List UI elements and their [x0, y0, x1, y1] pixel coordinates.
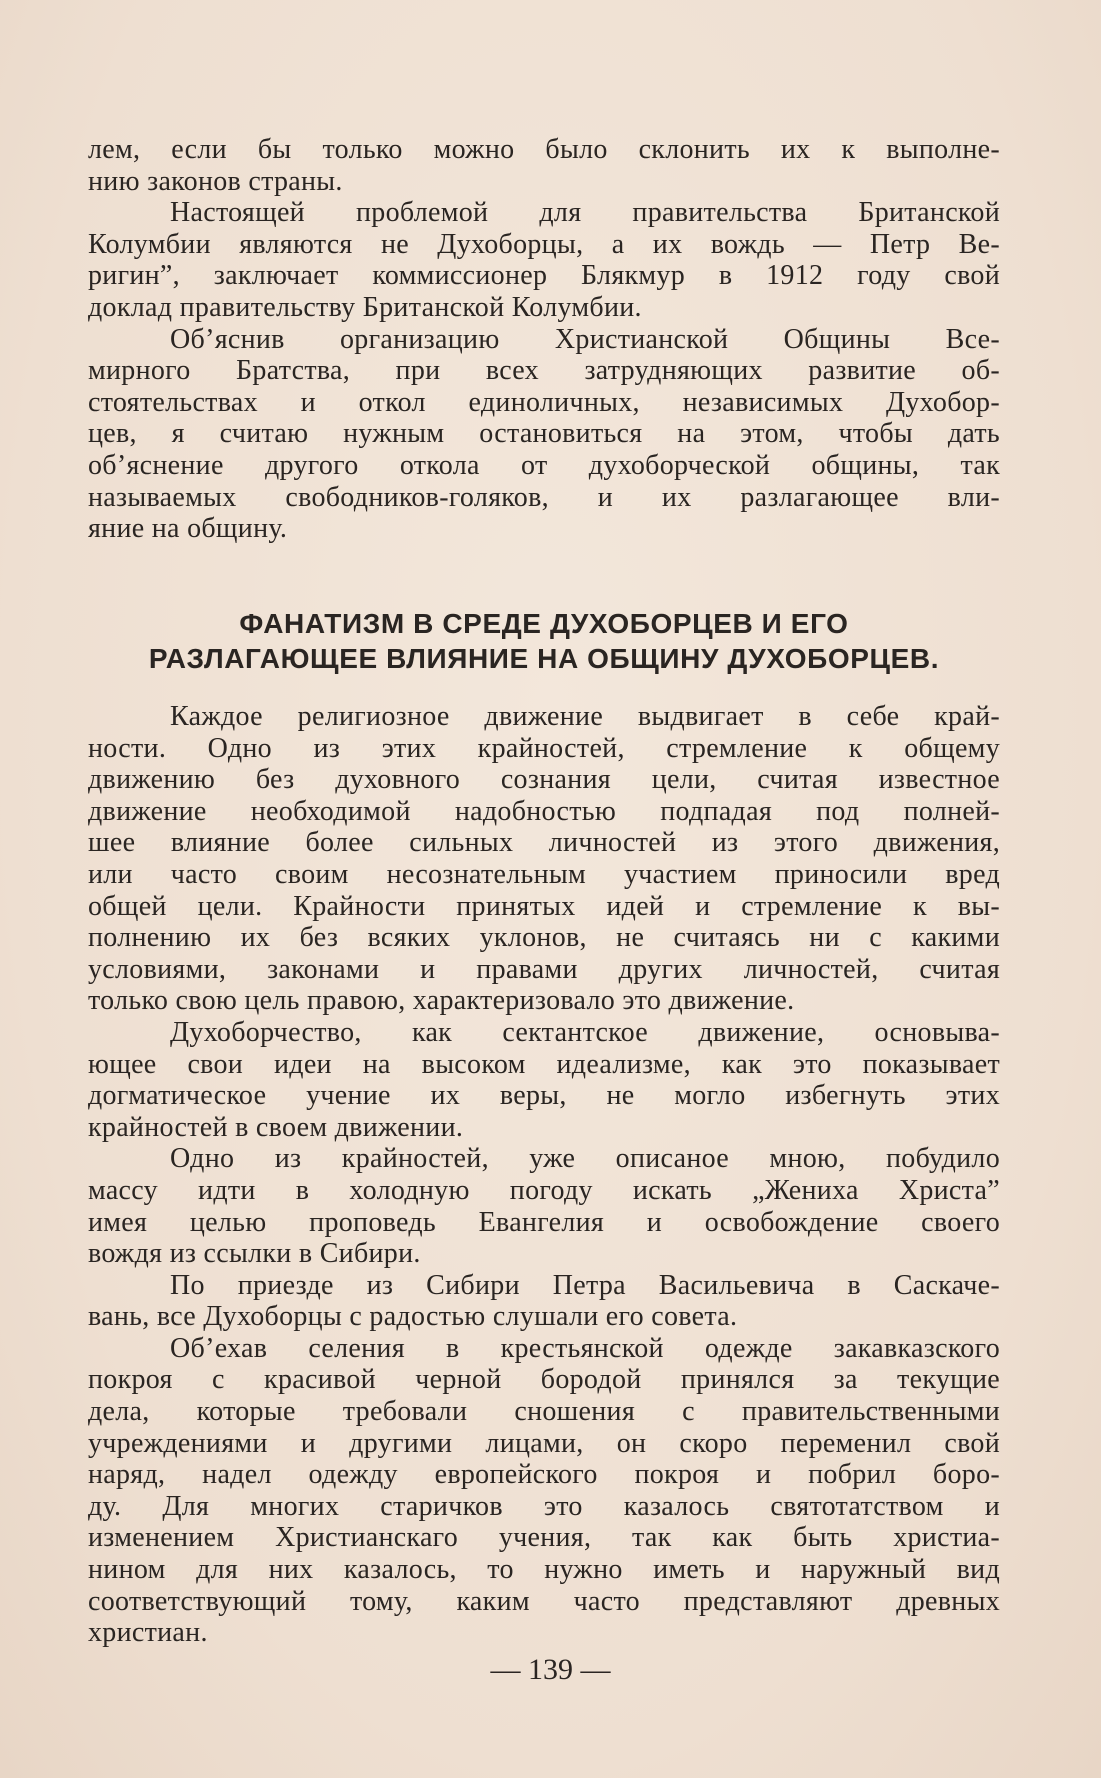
text-line: называемых свободников-голяков, и их разлагающее вли-: [88, 481, 1000, 513]
text-line: Об’ехав селения в крестьянской одежде закавказского: [170, 1332, 1000, 1364]
text-line: только свою цель правою, характеризовало это движение.: [88, 985, 795, 1017]
text-line: учреждениями и другими лицами, он скоро переменил свой: [88, 1427, 1000, 1459]
page-number: — 139 —: [490, 1653, 611, 1686]
text-line: Настоящей проблемой для правительства Британской: [170, 197, 1000, 229]
text-line: ду. Для многих старичков это казалось святотатством и: [88, 1490, 1000, 1522]
text-line: Об’яснив организацию Христианской Общины Все-: [170, 323, 1000, 355]
text-line: стоятельствах и откол единоличных, независимых Духобор-: [88, 386, 1000, 418]
text-line: доклад правительству Британской Колумбии.: [88, 291, 642, 323]
paragraph: [88, 1017, 1000, 1143]
text-line: наряд, надел одежду европейского покроя и побрил боро-: [88, 1459, 1000, 1491]
text-line: Колумбии являются не Духоборцы, а их вождь — Петр Ве-: [88, 228, 1000, 260]
text-line: покроя с красивой черной бородой принялся за текущие: [88, 1364, 1000, 1396]
text-line: ригин”, заключает коммиссионер Блякмур в 1912 году свой: [88, 260, 1000, 292]
text-line: Одно из крайностей, уже описаное мною, побудило: [170, 1143, 1000, 1175]
text-line: нином для них казалось, то нужно иметь и наружный вид: [88, 1554, 1000, 1586]
text-line: полнению их без всяких уклонов, не считаясь ни с какими: [88, 922, 1000, 954]
text-line: изменением Христианскаго учения, так как быть христиа-: [88, 1522, 1000, 1554]
text-line: крайностей в своем движении.: [88, 1111, 464, 1143]
text-line: ющее свои идеи на высоком идеализме, как это показывает: [88, 1048, 1000, 1080]
text-line: По приезде из Сибири Петра Васильевича в Саскаче-: [170, 1269, 1000, 1301]
paragraph: [88, 324, 1000, 545]
text-line: условиями, законами и правами других личностей, считая: [88, 953, 1000, 985]
paragraph: [88, 701, 1000, 1017]
text-line: соответствующий тому, каким часто представляют древных: [88, 1585, 1000, 1617]
text-line: нию законов страны.: [88, 165, 343, 197]
text-line: ности. Одно из этих крайностей, стремление к общему: [88, 732, 1000, 764]
text-line: движение необходимой надобностью подпадая под полней-: [88, 795, 1000, 827]
section-heading: [88, 606, 1000, 676]
text-line: об’яснение другого откола от духоборческой общины, так: [88, 449, 1000, 481]
paragraph: [88, 134, 1000, 197]
text-line: или часто своим несознательным участием приносили вред: [88, 858, 1000, 890]
paragraph: [88, 1270, 1000, 1333]
paragraph: [88, 1143, 1000, 1269]
text-line: Духоборчество, как сектантское движение, основыва-: [170, 1016, 1000, 1048]
text-line: мирного Братства, при всех затрудняющих развитие об-: [88, 355, 1000, 387]
text-line: вождя из ссылки в Сибири.: [88, 1238, 421, 1270]
text-line: общей цели. Крайности принятых идей и стремление к вы-: [88, 890, 1000, 922]
heading-line-1: ФАНАТИЗМ В СРЕДЕ ДУХОБОРЦЕВ И ЕГО: [239, 608, 849, 639]
text-line: христиан.: [88, 1617, 208, 1649]
text-line: лем, если бы только можно было склонить их к выполне-: [88, 134, 1000, 165]
heading-line-2: РАЗЛАГАЮЩЕЕ ВЛИЯНИЕ НА ОБЩИНУ ДУХОБОРЦЕВ.: [148, 643, 940, 674]
intro-text-block: [88, 134, 1000, 545]
text-line: вань, все Духоборцы с радостью слушали его совета.: [88, 1301, 738, 1333]
text-line: дела, которые требовали сношения с правительственными: [88, 1396, 1000, 1428]
section-body-text: [88, 701, 1000, 1649]
text-line: шее влияние более сильных личностей из этого движения,: [88, 827, 1000, 859]
text-line: цев, я считаю нужным остановиться на этом, чтобы дать: [88, 418, 1000, 450]
text-line: догматическое учение их веры, не могло избегнуть этих: [88, 1080, 1000, 1112]
text-line: массу идти в холодную погоду искать „Жениха Христа”: [88, 1174, 1000, 1206]
text-line: Каждое религиозное движение выдвигает в себе край-: [170, 701, 1000, 732]
paragraph: [88, 1333, 1000, 1649]
text-line: яние на общину.: [88, 513, 288, 545]
text-line: имея целью проповедь Евангелия и освобождение своего: [88, 1206, 1000, 1238]
paragraph: [88, 197, 1000, 323]
text-line: движению без духовного сознания цели, считая известное: [88, 764, 1000, 796]
